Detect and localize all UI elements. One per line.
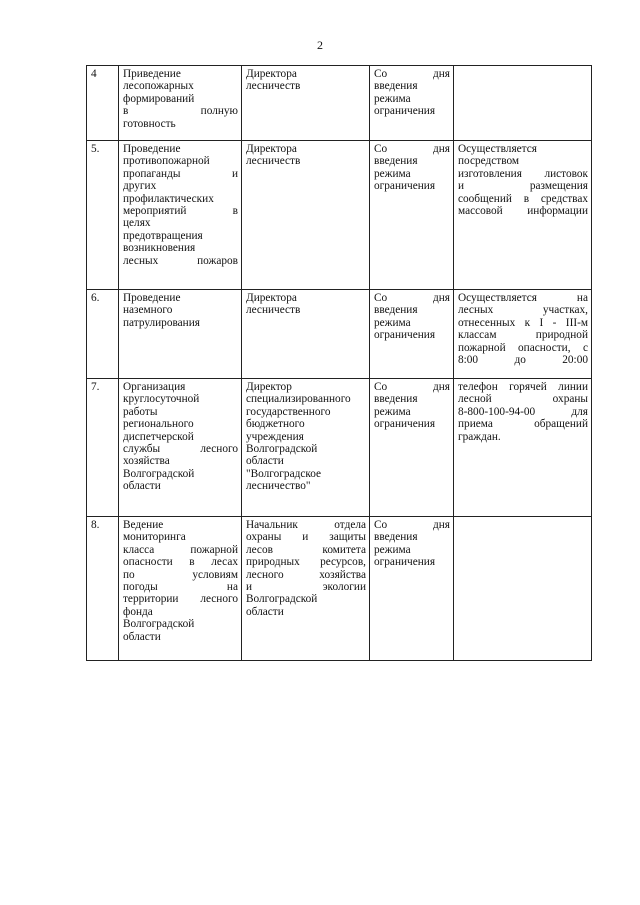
measures-table <box>86 65 592 661</box>
cell-line: государственного <box>246 405 331 418</box>
cell-line: Ведение <box>123 519 164 531</box>
cell-line: лесопожарных <box>123 80 194 93</box>
cell-line: Со дня <box>374 519 450 531</box>
cell-line: граждан. <box>458 430 501 443</box>
cell-line: телефон горячей линии <box>458 381 588 393</box>
measure-name <box>119 517 242 661</box>
cell-line: Со дня <box>374 68 450 80</box>
table-row <box>87 66 592 141</box>
cell-line: Осуществляется <box>458 143 537 155</box>
cell-line: Со дня <box>374 381 450 393</box>
cell-line: лесов комитета <box>246 543 366 556</box>
cell-line: Директор <box>246 381 292 393</box>
cell-line: мероприятий в <box>123 205 238 218</box>
responsible-person <box>242 66 370 141</box>
cell-line: Начальник отдела <box>246 519 366 531</box>
measure-name <box>119 290 242 379</box>
cell-line: предотвращения <box>123 229 203 242</box>
cell-line: опасности в лесах <box>123 556 238 569</box>
note <box>454 66 592 141</box>
cell-line: Волгоградской <box>123 618 195 631</box>
cell-line: территории лесного <box>123 593 238 606</box>
cell-line: возникновения <box>123 242 196 255</box>
cell-line: режима <box>374 92 411 105</box>
responsible-person <box>242 517 370 661</box>
cell-line: режима <box>374 543 411 556</box>
cell-line: Со дня <box>374 143 450 155</box>
cell-line: классам природной <box>458 329 588 342</box>
cell-line: области <box>123 480 161 493</box>
cell-line: отнесенных к I - III-м <box>458 316 588 329</box>
cell-line: специализированного <box>246 393 351 406</box>
execution-term <box>370 379 454 517</box>
cell-line: регионального <box>123 418 194 431</box>
cell-line: противопожарной <box>123 155 210 168</box>
cell-line: учреждения <box>246 430 304 443</box>
cell-line: введения <box>374 393 418 406</box>
cell-line: готовность <box>123 117 176 130</box>
cell-line: посредством <box>458 155 520 168</box>
cell-line: службы лесного <box>123 443 238 456</box>
cell-line: области <box>246 605 284 618</box>
cell-line: лесничеств <box>246 80 301 93</box>
responsible-person <box>242 379 370 517</box>
cell-line: природных ресурсов, <box>246 556 366 569</box>
table-row <box>87 290 592 379</box>
cell-line: Приведение <box>123 68 181 80</box>
responsible-person <box>242 141 370 290</box>
note <box>454 141 592 290</box>
cell-line: пропаганды и <box>123 167 238 180</box>
cell-line: бюджетного <box>246 418 305 431</box>
measure-name <box>119 141 242 290</box>
row-number: 8. <box>87 517 119 661</box>
cell-line: пожарной опасности, с <box>458 341 588 354</box>
cell-line: работы <box>123 405 158 418</box>
cell-line: Волгоградской <box>123 467 195 480</box>
page-number: 2 <box>317 38 323 52</box>
note <box>454 290 592 379</box>
cell-line: формирований <box>123 92 195 105</box>
cell-line: Волгоградской <box>246 443 318 456</box>
cell-line: изготовления листовок <box>458 167 588 180</box>
cell-line: области <box>123 630 161 643</box>
cell-line: лесного хозяйства <box>246 568 366 581</box>
cell-line: лесной охраны <box>458 393 588 406</box>
cell-line: "Волгоградское <box>246 467 322 480</box>
table-row <box>87 379 592 517</box>
cell-line: ограничения <box>374 556 436 569</box>
cell-line: наземного <box>123 304 173 317</box>
cell-line: 8:00 до 20:00 <box>458 354 588 367</box>
cell-line: и размещения <box>458 180 588 193</box>
row-number: 5. <box>87 141 119 290</box>
cell-line: диспетчерской <box>123 430 194 443</box>
cell-line: режима <box>374 316 411 329</box>
execution-term <box>370 66 454 141</box>
cell-line: фонда <box>123 605 153 618</box>
execution-term <box>370 517 454 661</box>
cell-line: введения <box>374 531 418 544</box>
cell-line: области <box>246 455 284 468</box>
cell-line: введения <box>374 80 418 93</box>
measure-name <box>119 379 242 517</box>
note <box>454 379 592 517</box>
cell-line: массовой информации <box>458 205 588 218</box>
row-number: 6. <box>87 290 119 379</box>
cell-line: режима <box>374 167 411 180</box>
cell-line: ограничения <box>374 329 436 342</box>
cell-line: Волгоградской <box>246 593 318 606</box>
cell-line: Осуществляется на <box>458 292 588 304</box>
row-number: 7. <box>87 379 119 517</box>
cell-line: Проведение <box>123 143 181 155</box>
cell-line: Директора <box>246 143 297 155</box>
measures-table-body <box>87 66 592 661</box>
cell-line: класса пожарной <box>123 543 238 556</box>
cell-line: круглосуточной <box>123 393 200 406</box>
cell-line: ограничения <box>374 418 436 431</box>
cell-line: лесных пожаров <box>123 254 238 267</box>
cell-line: режима <box>374 405 411 418</box>
cell-line: патрулирования <box>123 316 200 329</box>
cell-line: мониторинга <box>123 531 186 544</box>
cell-line: Со дня <box>374 292 450 304</box>
cell-line: и экологии <box>246 581 366 594</box>
cell-line: введения <box>374 155 418 168</box>
cell-line: 8-800-100-94-00 для <box>458 405 588 418</box>
cell-line: приема обращений <box>458 418 588 431</box>
cell-line: хозяйства <box>123 455 170 468</box>
cell-line: лесничеств <box>246 304 301 317</box>
row-number: 4 <box>87 66 119 141</box>
cell-line: Директора <box>246 68 297 80</box>
table-row <box>87 517 592 661</box>
execution-term <box>370 290 454 379</box>
cell-line: профилактических <box>123 192 214 205</box>
cell-line: введения <box>374 304 418 317</box>
cell-line: Проведение <box>123 292 181 304</box>
responsible-person <box>242 290 370 379</box>
cell-line: целях <box>123 217 151 230</box>
cell-line: сообщений в средствах <box>458 192 588 205</box>
cell-line: Директора <box>246 292 297 304</box>
table-row <box>87 141 592 290</box>
cell-line: в полную <box>123 105 238 118</box>
cell-line: Организация <box>123 381 186 393</box>
execution-term <box>370 141 454 290</box>
cell-line: лесничество" <box>246 480 311 493</box>
cell-line: других <box>123 180 157 193</box>
cell-line: по условиям <box>123 568 238 581</box>
cell-line: ограничения <box>374 105 436 118</box>
note <box>454 517 592 661</box>
cell-line: лесных участках, <box>458 304 588 317</box>
cell-line: погоды на <box>123 581 238 594</box>
cell-line: охраны и защиты <box>246 531 366 544</box>
cell-line: ограничения <box>374 180 436 193</box>
cell-line: лесничеств <box>246 155 301 168</box>
measure-name <box>119 66 242 141</box>
